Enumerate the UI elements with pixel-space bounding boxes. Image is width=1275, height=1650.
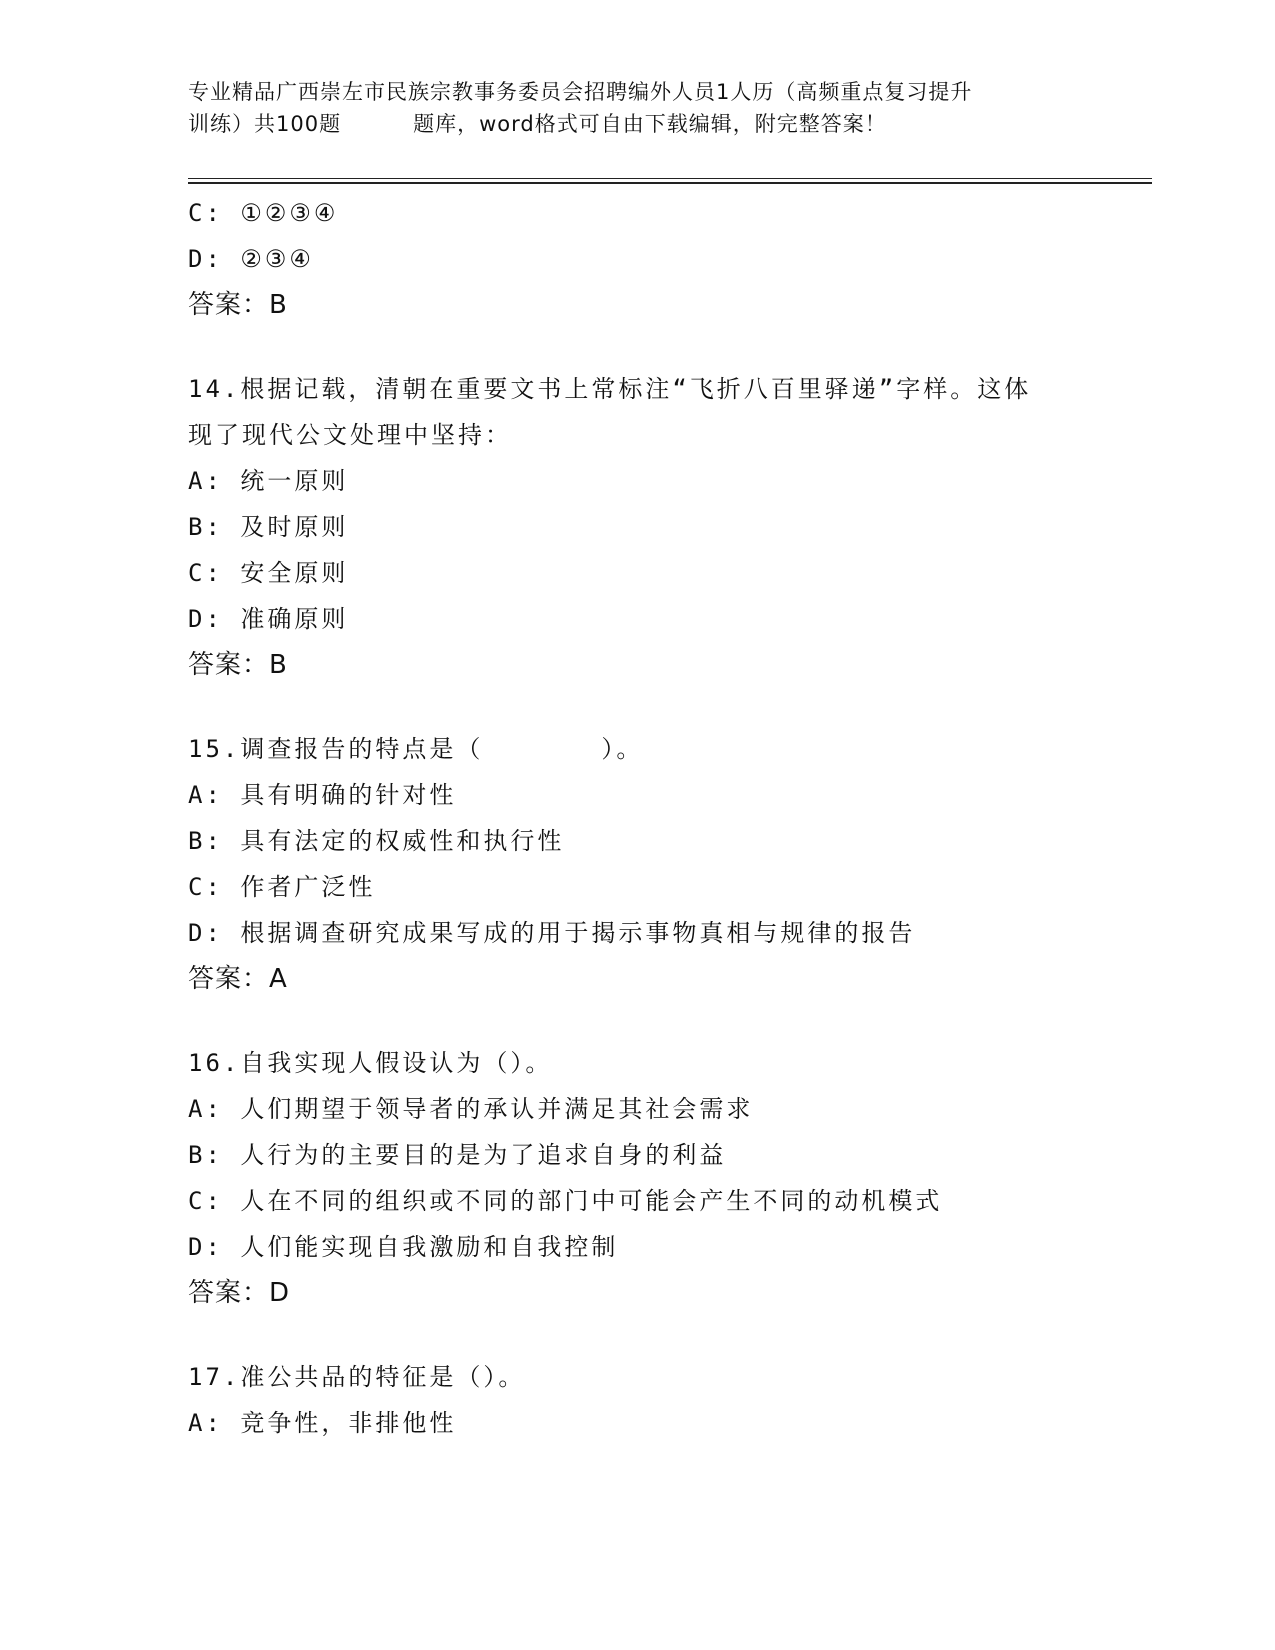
answer-line: 答案：B	[188, 290, 288, 320]
option-d: D: 根据调查研究成果写成的用于揭示事物真相与规律的报告	[188, 919, 916, 947]
option-a: A: 竞争性，非排他性	[188, 1409, 457, 1437]
option-d: D: 准确原则	[188, 605, 349, 633]
option-c: C: 安全原则	[188, 559, 349, 587]
previous-question-tail	[188, 190, 1148, 328]
page-header	[188, 76, 1088, 140]
header-title-part2: 题库，word格式可自由下载编辑，附完整答案！	[413, 112, 887, 136]
question-stem: 17.准公共品的特征是（）。	[188, 1363, 526, 1391]
option-b: B: 具有法定的权威性和执行性	[188, 827, 565, 855]
question-15	[188, 726, 1148, 1002]
header-divider-thin	[188, 178, 1152, 179]
option-a: A: 人们期望于领导者的承认并满足其社会需求	[188, 1095, 754, 1123]
header-divider-thick	[188, 182, 1152, 184]
answer-line: 答案：D	[188, 1278, 291, 1308]
option-c: C: 作者广泛性	[188, 873, 376, 901]
question-stem-end: ）。	[601, 735, 644, 763]
answer-line: 答案：A	[188, 964, 288, 994]
option-b: B: 及时原则	[188, 513, 349, 541]
option-d: D: ②③④	[188, 245, 314, 273]
question-stem-start: 15.调查报告的特点是（	[188, 735, 484, 763]
question-content	[188, 190, 1148, 1446]
question-17	[188, 1354, 1148, 1446]
question-stem: 16.自我实现人假设认为（）。	[188, 1049, 553, 1077]
question-14	[188, 366, 1148, 688]
option-a: A: 统一原则	[188, 467, 349, 495]
question-stem: 14.根据记载，清朝在重要文书上常标注“飞折八百里驿递”字样。这体现了现代公文处理中坚持：	[188, 375, 1032, 449]
question-16	[188, 1040, 1148, 1316]
answer-line: 答案：B	[188, 650, 288, 680]
option-c: C: ①②③④	[188, 199, 339, 227]
option-d: D: 人们能实现自我激励和自我控制	[188, 1233, 619, 1261]
header-title-line2	[188, 108, 1088, 140]
option-b: B: 人行为的主要目的是为了追求自身的利益	[188, 1141, 727, 1169]
question-stem	[188, 726, 1148, 772]
header-title-line1: 专业精品广西崇左市民族宗教事务委员会招聘编外人员1人历（高频重点复习提升	[188, 80, 973, 104]
option-a: A: 具有明确的针对性	[188, 781, 457, 809]
header-title-part1: 训练）共100题	[188, 112, 342, 136]
option-c: C: 人在不同的组织或不同的部门中可能会产生不同的动机模式	[188, 1187, 943, 1215]
